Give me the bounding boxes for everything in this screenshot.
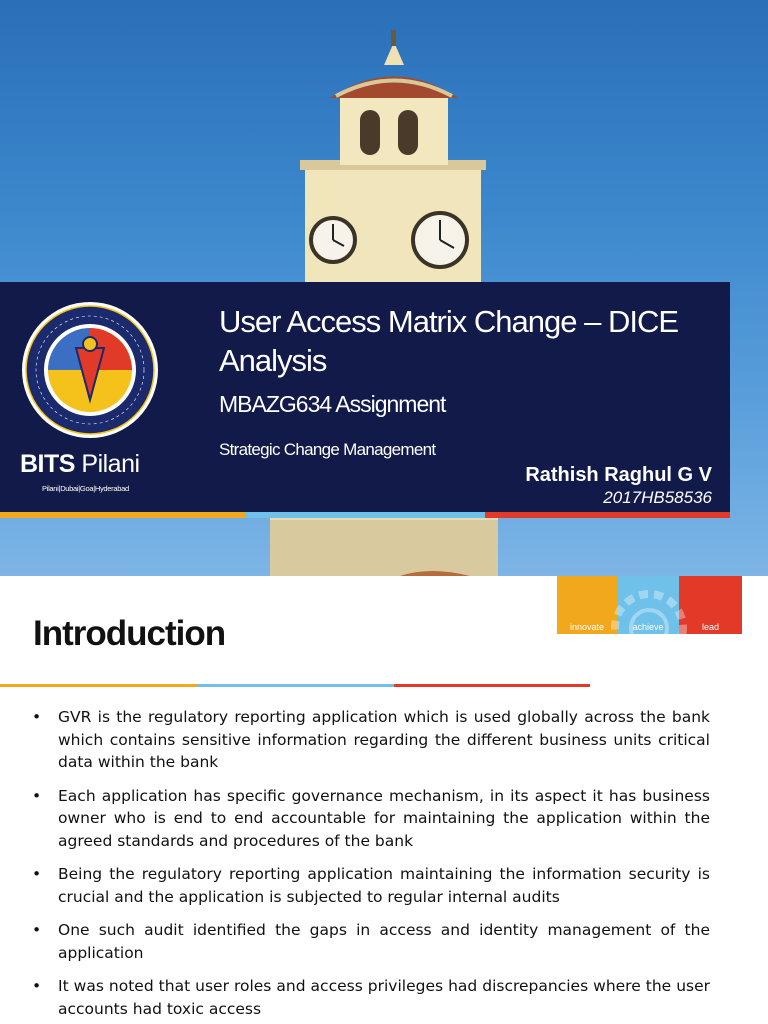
bullet-list [30, 706, 710, 1024]
tagline-banner [557, 576, 742, 634]
author-id: 2017HB58536 [603, 488, 712, 507]
subject-name: Strategic Change Management [219, 440, 436, 459]
author-name: Rathish Raghul G V [525, 464, 712, 486]
list-item [30, 706, 710, 774]
bullet-icon: • [32, 977, 42, 995]
bullet-text: It was noted that user roles and access privileges had discrepancies where the user accounts had toxic access [58, 977, 710, 1018]
tricolor-stripe [0, 512, 730, 518]
bullet-text: Each application has specific governance mechanism, in its aspect it has business owner who is end to end accountable for maintaining the application within the agreed standards and procedures of the bank [58, 786, 710, 850]
course-code: MBAZG634 Assignment [219, 391, 446, 417]
bullet-text: GVR is the regulatory reporting application which is used globally across the bank which contains sensitive information regarding the different business units critical data within the bank [58, 708, 710, 771]
list-item [30, 919, 710, 964]
brand-light: Pilani [74, 450, 140, 478]
presentation-title: User Access Matrix Change – DICE Analysis [219, 304, 679, 378]
introduction-slide [0, 576, 768, 1024]
title-underline [0, 684, 590, 687]
bits-emblem-logo [20, 300, 160, 440]
brand-bold: BITS [20, 450, 75, 478]
list-item [30, 975, 710, 1020]
tag-lead [679, 576, 742, 634]
list-item [30, 785, 710, 853]
brand-campuses: Pilani|Dubai|Goa|Hyderabad [42, 484, 129, 493]
bullet-icon: • [32, 865, 42, 883]
bullet-icon: • [32, 921, 42, 939]
bullet-icon: • [32, 708, 42, 726]
tag-label: lead [701, 622, 719, 632]
tag-innovate [557, 576, 617, 634]
tag-achieve [617, 576, 679, 634]
tag-label: innovate [569, 622, 605, 632]
bullet-text: Being the regulatory reporting application maintaining the information security is crucial and the application is subjected to regular internal audits [58, 865, 710, 906]
tag-label: achieve [632, 622, 664, 632]
bullet-text: One such audit identified the gaps in access and identity management of the application [58, 921, 710, 962]
slide-title: Introduction [33, 614, 226, 653]
brand-name [20, 450, 140, 479]
list-item [30, 863, 710, 908]
bullet-icon: • [32, 786, 42, 805]
